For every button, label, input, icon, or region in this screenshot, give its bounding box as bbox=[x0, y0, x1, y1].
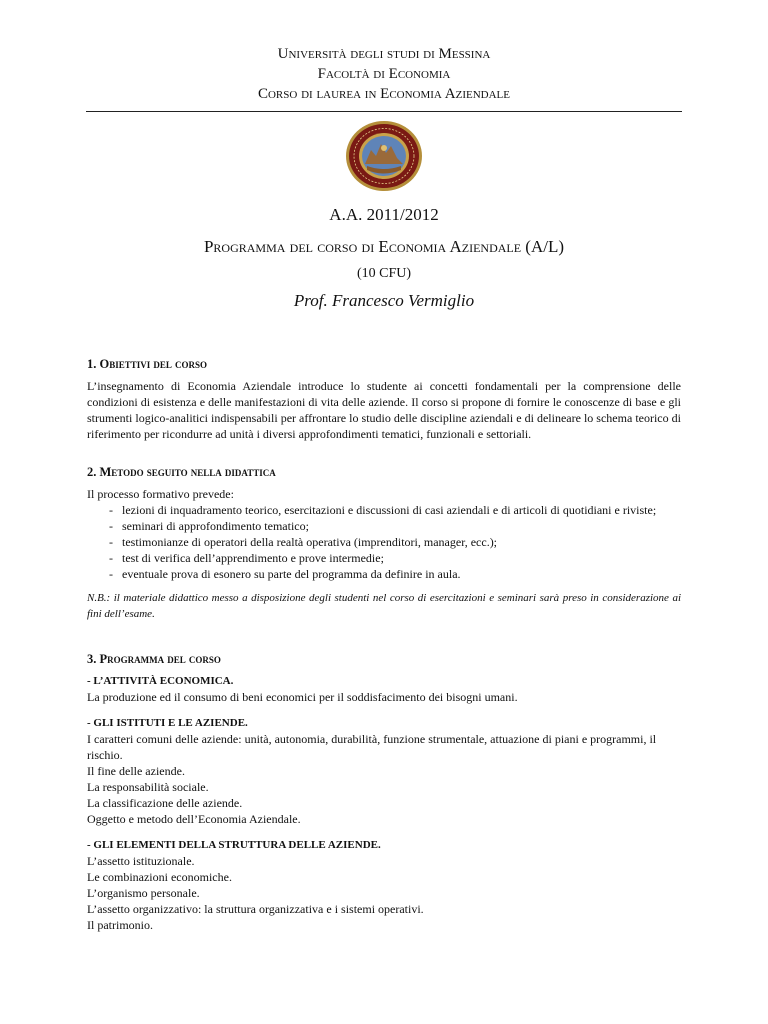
subsection-line: La classificazione delle aziende. bbox=[87, 796, 243, 810]
list-item: - testimonianze di operatori della realtà operativa (imprenditori, manager, ecc.); bbox=[109, 535, 498, 549]
academic-year: A.A. 2011/2012 bbox=[329, 205, 439, 224]
list-item: - test di verifica dell’apprendimento e prove intermedie; bbox=[109, 551, 384, 565]
list-item: - seminari di approfondimento tematico; bbox=[109, 519, 309, 533]
course-credits: (10 CFU) bbox=[356, 266, 412, 281]
method-list bbox=[87, 502, 681, 582]
subsection-line: Il patrimonio. bbox=[87, 918, 153, 932]
section-heading-objectives: 1. Obiettivi del corso bbox=[87, 357, 208, 371]
subsection-title: - L’ATTIVITÀ ECONOMICA. bbox=[87, 675, 234, 687]
list-item: - lezioni di inquadramento teorico, esercitazioni e discussioni di casi aziendali e di articoli di quotidiani e riviste; bbox=[109, 503, 657, 517]
section-heading-program: 3. Programma del corso bbox=[87, 652, 221, 666]
method-intro: Il processo formativo prevede: bbox=[87, 487, 234, 501]
subsection-line: L’organismo personale. bbox=[87, 886, 200, 900]
subsection-line: I caratteri comuni delle aziende: unità, autonomia, durabilità, funzione strumentale, attuazione di piani e programmi, il rischio. bbox=[87, 732, 657, 762]
university-seal-icon bbox=[345, 120, 423, 192]
title-block bbox=[0, 203, 768, 315]
subsection-title: - GLI ELEMENTI DELLA STRUTTURA DELLE AZIENDE. bbox=[87, 839, 381, 851]
degree-name: Corso di laurea in Economia Aziendale bbox=[257, 86, 510, 102]
method-note: N.B.: il materiale didattico messo a disposizione degli studenti nel corso di esercitazioni e seminari sarà preso in considerazione ai fini dell’esame. bbox=[87, 592, 681, 620]
subsection-line: La produzione ed il consumo di beni economici per il soddisfacimento dei bisogni umani. bbox=[87, 690, 518, 704]
subsection-line: Oggetto e metodo dell’Economia Aziendale. bbox=[87, 812, 301, 826]
university-name: Università degli studi di Messina bbox=[277, 46, 491, 62]
subsection-line: L’assetto organizzativo: la struttura organizzativa e i sistemi operativi. bbox=[87, 902, 424, 916]
document-header bbox=[0, 44, 768, 104]
subsection-line: L’assetto istituzionale. bbox=[87, 854, 195, 868]
subsection-line: Le combinazioni economiche. bbox=[87, 870, 232, 884]
document-body bbox=[87, 356, 681, 933]
subsection-line: La responsabilità sociale. bbox=[87, 780, 209, 794]
subsection-line: Il fine delle aziende. bbox=[87, 764, 185, 778]
objectives-paragraph: L’insegnamento di Economia Aziendale introduce lo studente ai concetti fondamentali per la comprensione delle condizioni di esistenza e delle manifestazioni di vita delle aziende. Il corso si propone di fornire le conoscenze di base e gli strumenti logico-analitici indispensabili per affrontare lo studio delle discipline aziendali e di delineare lo schema teorico di riferimento per ricondurre ad unità i diversi approfondimenti tematici, funzionali e settoriali. bbox=[87, 379, 681, 441]
subsection-title: - GLI ISTITUTI E LE AZIENDE. bbox=[87, 717, 248, 729]
header-divider bbox=[86, 111, 682, 112]
faculty-name: Facoltà di Economia bbox=[317, 66, 451, 82]
course-title: Programma del corso di Economia Aziendale (A/L) bbox=[203, 237, 565, 256]
list-item: - eventuale prova di esonero su parte del programma da definire in aula. bbox=[109, 567, 461, 581]
section-heading-method: 2. Metodo seguito nella didattica bbox=[87, 465, 276, 479]
professor-name: Prof. Francesco Vermiglio bbox=[293, 291, 475, 310]
